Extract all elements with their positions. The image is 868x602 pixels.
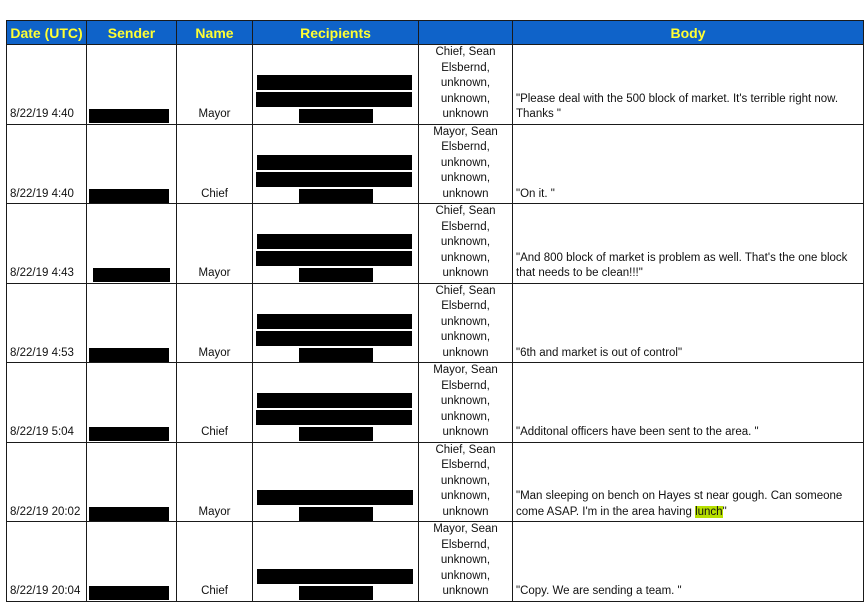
body-cell — [513, 522, 864, 602]
body-cell — [513, 363, 864, 443]
table-row — [7, 204, 864, 284]
to-list-cell — [419, 124, 513, 204]
to-line: Elsbernd, — [441, 459, 490, 471]
to-line: unknown, — [440, 156, 491, 169]
to-line: Elsbernd, — [441, 379, 490, 392]
sender-cell — [87, 124, 177, 204]
sender-redaction — [89, 189, 169, 203]
to-line: Elsbernd, — [441, 538, 490, 551]
body-cell — [513, 442, 864, 522]
to-line: unknown, — [440, 315, 491, 328]
to-line: Mayor, Sean — [433, 364, 498, 376]
recipients-cell — [253, 522, 419, 602]
date-cell: 8/22/19 4:40 — [7, 124, 87, 204]
to-line: unknown, — [440, 251, 491, 264]
to-line: unknown, — [440, 236, 491, 248]
name-cell: Mayor — [177, 204, 253, 284]
to-list-cell — [419, 442, 513, 522]
to-line: unknown, — [440, 410, 491, 423]
to-line: unknown, — [440, 331, 491, 343]
header-blank — [419, 21, 513, 45]
header-date: Date (UTC) — [7, 21, 87, 45]
to-line: unknown — [442, 585, 489, 597]
header-body: Body — [513, 21, 864, 45]
date-cell: 8/22/19 5:04 — [7, 363, 87, 443]
to-list-cell — [419, 522, 513, 602]
recipient-redaction — [299, 586, 373, 600]
body-cell — [513, 204, 864, 284]
name-cell: Chief — [177, 124, 253, 204]
table-row — [7, 283, 864, 363]
body-cell — [513, 283, 864, 363]
recipient-redaction — [257, 393, 412, 408]
message-table — [6, 20, 864, 602]
to-line: unknown — [442, 346, 489, 359]
recipients-cell — [253, 45, 419, 125]
sender-redaction — [89, 427, 169, 441]
date-cell: 8/22/19 20:04 — [7, 522, 87, 602]
to-line: unknown, — [440, 490, 491, 502]
name-cell: Mayor — [177, 442, 253, 522]
sender-cell — [87, 45, 177, 125]
recipient-redaction — [299, 189, 373, 203]
recipient-redaction — [299, 109, 373, 123]
body-cell — [513, 124, 864, 204]
to-line: Elsbernd, — [441, 220, 490, 233]
to-line: unknown, — [440, 569, 491, 582]
name-cell: Mayor — [177, 45, 253, 125]
to-line: unknown, — [440, 77, 491, 89]
sender-cell — [87, 204, 177, 284]
sender-redaction — [93, 268, 170, 282]
to-line: unknown, — [440, 554, 491, 566]
email-log-sheet — [6, 20, 864, 602]
sender-redaction — [89, 109, 169, 123]
recipient-redaction — [256, 410, 412, 425]
recipient-redaction — [257, 314, 412, 329]
name-cell: Chief — [177, 363, 253, 443]
recipient-redaction — [257, 75, 412, 90]
recipients-cell — [253, 442, 419, 522]
name-cell: Chief — [177, 522, 253, 602]
header-recipients: Recipients — [253, 21, 419, 45]
recipient-redaction — [299, 348, 373, 362]
recipient-redaction — [256, 92, 412, 107]
table-row — [7, 522, 864, 602]
sender-cell — [87, 283, 177, 363]
date-cell: 8/22/19 4:40 — [7, 45, 87, 125]
body-text: "6th and market is out of control" — [516, 346, 683, 359]
to-line: unknown — [442, 108, 489, 120]
recipient-redaction — [256, 331, 412, 346]
body-text: "On it. " — [516, 187, 555, 200]
date-cell: 8/22/19 20:02 — [7, 442, 87, 522]
sender-redaction — [89, 586, 169, 600]
body-cell — [513, 45, 864, 125]
table-row — [7, 45, 864, 125]
body-text: "Copy. We are sending a team. " — [516, 585, 682, 597]
sender-redaction — [89, 348, 169, 362]
to-line: Elsbernd, — [441, 141, 490, 153]
body-text: "Man sleeping on bench on Hayes st near gough. Can someone come ASAP. I'm in the area having — [516, 490, 843, 518]
to-line: unknown — [442, 187, 489, 200]
header-name: Name — [177, 21, 253, 45]
sender-cell — [87, 363, 177, 443]
recipient-redaction — [299, 507, 373, 521]
to-line: unknown, — [440, 474, 491, 487]
to-line: Chief, Sean — [435, 205, 496, 217]
recipient-redaction — [299, 427, 373, 441]
recipient-redaction — [256, 251, 412, 266]
table-row — [7, 442, 864, 522]
recipients-cell — [253, 283, 419, 363]
sender-cell — [87, 522, 177, 602]
to-line: Mayor, Sean — [433, 523, 498, 535]
to-line: Chief, Sean — [435, 443, 496, 456]
recipient-redaction — [256, 172, 412, 187]
recipients-cell — [253, 204, 419, 284]
to-line: Elsbernd, — [441, 61, 490, 74]
body-text: "And 800 block of market is problem as well. That's the one block that needs to be clean!!!" — [516, 251, 848, 279]
body-highlight: lunch — [695, 505, 723, 518]
recipient-redaction — [257, 490, 413, 505]
recipients-cell — [253, 124, 419, 204]
sender-redaction — [89, 507, 169, 521]
header-sender: Sender — [87, 21, 177, 45]
to-line: unknown, — [440, 92, 491, 105]
to-list-cell — [419, 283, 513, 363]
body-text: "Additonal officers have been sent to the area. " — [516, 426, 759, 438]
to-line: unknown — [442, 426, 489, 438]
to-list-cell — [419, 204, 513, 284]
body-text-after: " — [722, 505, 727, 518]
to-list-cell — [419, 45, 513, 125]
sender-cell — [87, 442, 177, 522]
recipient-redaction — [257, 234, 412, 249]
recipient-redaction — [257, 155, 412, 170]
recipient-redaction — [299, 268, 373, 282]
recipient-redaction — [257, 569, 413, 584]
to-line: Chief, Sean — [435, 46, 496, 58]
date-cell: 8/22/19 4:43 — [7, 204, 87, 284]
to-line: unknown — [442, 505, 489, 518]
header-row — [7, 21, 864, 45]
to-line: unknown — [442, 267, 489, 279]
recipients-cell — [253, 363, 419, 443]
to-line: unknown, — [440, 172, 491, 184]
to-line: Elsbernd, — [441, 300, 490, 312]
date-cell: 8/22/19 4:53 — [7, 283, 87, 363]
table-row — [7, 124, 864, 204]
to-line: unknown, — [440, 395, 491, 407]
to-list-cell — [419, 363, 513, 443]
body-text: "Please deal with the 500 block of market. It's terrible right now. Thanks " — [516, 92, 839, 120]
table-row — [7, 363, 864, 443]
to-line: Chief, Sean — [435, 284, 496, 297]
to-line: Mayor, Sean — [433, 125, 498, 138]
name-cell: Mayor — [177, 283, 253, 363]
